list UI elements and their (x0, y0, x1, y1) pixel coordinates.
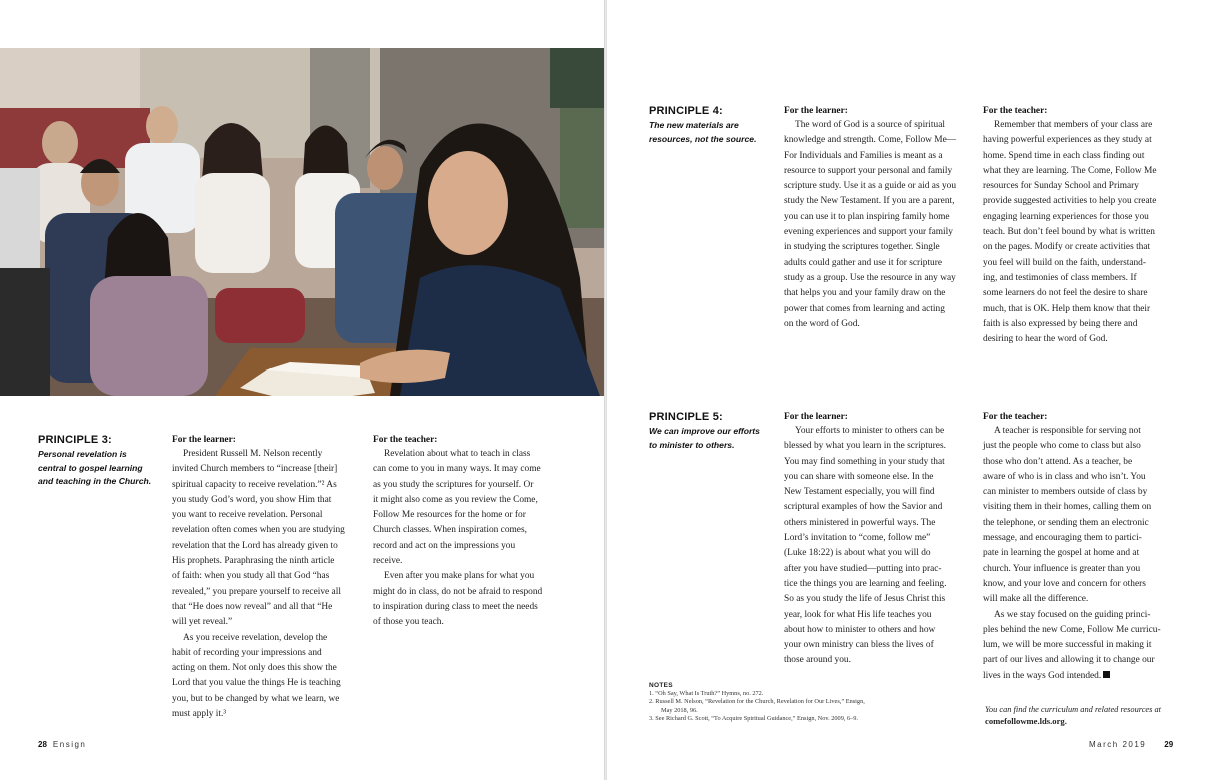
page-number: 29 (1164, 740, 1174, 749)
body-line: blessed by what you learn in the scriptures. (784, 441, 946, 452)
body-line: Revelation about what to teach in class (384, 449, 531, 459)
body-line: can minister to members outside of class by (983, 487, 1148, 498)
teacher-heading: For the teacher: (983, 106, 1048, 116)
body-line: lum, we will be more successful in making it (983, 640, 1152, 651)
note-item: 2. Russell M. Nelson, “Revelation for the Church, Revelation for Our Lives,” Ensign, (649, 698, 865, 706)
body-line: acting on them. Not only does this show the (172, 663, 337, 674)
body-line: much, that is OK. Help them know that their (983, 303, 1151, 314)
body-line: aware of who is in class and who isn’t. You (983, 471, 1146, 482)
body-line: part of our lives and allowing it to change our (983, 655, 1155, 666)
body-line: habit of recording your impressions and (172, 647, 322, 658)
body-line: know, and your love and concern for others (983, 578, 1146, 589)
end-of-article-mark (1103, 671, 1110, 678)
principle-5-learner-column (784, 412, 979, 669)
body-line: A teacher is responsible for serving not (994, 426, 1141, 436)
magazine-name: Ensign (52, 740, 87, 749)
body-line: study the New Testament. If you are a parent, (784, 196, 955, 207)
body-line: message, and encouraging them to partici- (983, 533, 1142, 544)
body-line: you, but to be changed by what we learn, we (172, 693, 340, 704)
body-line: just the people who come to class but also (983, 441, 1141, 452)
body-line: you want to receive revelation. Personal (172, 510, 323, 521)
principle-3-learner-column (172, 435, 367, 722)
issue-date: March 2019 (1089, 740, 1147, 749)
body-line: resource to support your personal and family (784, 165, 953, 176)
body-line: home. Spend time in each class finding out (983, 150, 1145, 161)
principle-5-teacher-column (983, 412, 1183, 684)
body-line: you feel will build on the faith, understand- (983, 257, 1146, 268)
body-line: about how to minister to others and how (784, 624, 936, 635)
body-line: Church classes. When inspiration comes, (373, 525, 527, 536)
learner-heading: For the learner: (172, 435, 236, 445)
body-line: visiting them in their homes, calling them on (983, 502, 1152, 513)
body-line: record and act on the impressions you (373, 540, 516, 551)
principle-4-heading: PRINCIPLE 4: (649, 105, 723, 117)
body-line: invited Church members to “increase [their] (172, 464, 338, 475)
body-line: Even after you make plans for what you (384, 571, 535, 582)
body-line: (Luke 18:22) is about what you will do (784, 548, 931, 559)
body-line: As you receive revelation, develop the (183, 632, 328, 643)
body-line: ples behind the new Come, Follow Me curricu- (983, 624, 1161, 635)
note-item: 1. “Oh Say, What Is Truth?” Hymns, no. 272. (649, 690, 764, 697)
principle-3-subtitle-line: Personal revelation is (38, 449, 127, 459)
body-line: President Russell M. Nelson recently (183, 449, 323, 459)
body-line: tice the things you are learning and feeling. (784, 578, 947, 589)
body-line-final (983, 669, 1183, 684)
principle-3-subtitle-line: central to gospel learning (38, 462, 143, 473)
body-line: provide suggested activities to help you create (983, 196, 1157, 207)
body-line: can come to you in many ways. It may come (373, 464, 541, 475)
body-line: will yet reveal.” (172, 617, 233, 628)
principle-4-teacher-column (983, 106, 1183, 347)
principle-3-heading: PRINCIPLE 3: (38, 434, 112, 446)
resources-link[interactable]: comefollowme.lds.org. (985, 716, 1067, 726)
body-line: to inspiration during class to meet the needs (373, 601, 538, 612)
body-line: So as you study the life of Jesus Christ this (784, 594, 946, 605)
body-line: revelation that the Lord has already given to (172, 540, 338, 551)
body-line: on the pages. Modify or create activities that (983, 242, 1151, 253)
body-line: of faith: when you study all that God “has (172, 571, 330, 582)
body-line: teach. But don’t feel bound by what is written (983, 227, 1155, 238)
principle-4-label (649, 105, 779, 146)
body-line: As we stay focused on the guiding princi- (994, 609, 1151, 620)
body-line: year, look for what His life teaches you (784, 609, 932, 620)
principle-3-teacher-column (373, 435, 573, 631)
body-line: revealed,” you prepare yourself to receive all (172, 586, 341, 597)
learner-heading: For the learner: (784, 412, 848, 422)
body-line: desiring to hear the word of God. (983, 334, 1108, 345)
body-line: church. Your influence is greater than you (983, 563, 1141, 574)
body-line: Your efforts to minister to others can be (795, 426, 945, 436)
principle-5-label (649, 411, 779, 452)
notes-heading: NOTES (649, 682, 673, 689)
body-line: power that comes from learning and acting (784, 303, 945, 314)
body-line: evening experiences and support your family (784, 227, 953, 238)
body-line: the telephone, or sending them an electronic (983, 517, 1149, 528)
body-line: that helps you and your family draw on the (784, 288, 946, 299)
body-line: faith is also expressed by being there and (983, 318, 1138, 329)
note-item: May 2018, 96. (661, 706, 698, 714)
classroom-photo (0, 48, 604, 396)
teacher-heading: For the teacher: (373, 435, 438, 445)
body-line: Lord’s invitation to “come, follow me” (784, 533, 931, 544)
body-line: others ministered in powerful ways. The (784, 517, 936, 528)
principle-5-heading: PRINCIPLE 5: (649, 411, 723, 423)
body-line: resources for Sunday School and Primary (983, 181, 1139, 192)
body-line: will make all the difference. (983, 594, 1089, 605)
body-line: receive. (373, 556, 403, 567)
body-line: You may find something in your study that (784, 456, 945, 467)
body-line: might do in class, do not be afraid to respond (373, 586, 543, 597)
body-line: scriptural examples of how the Savior and (784, 502, 943, 513)
learner-heading: For the learner: (784, 106, 848, 116)
body-line: For Individuals and Families is meant as a (784, 150, 943, 161)
principle-5-subtitle-line: to minister to others. (649, 439, 735, 450)
right-page (607, 0, 1209, 780)
body-line: knowledge and strength. Come, Follow Me— (784, 135, 957, 146)
body-line: you can share with someone else. In the (784, 471, 934, 482)
body-line: revelation often comes when you are studying (172, 525, 345, 536)
body-line: that “He does now reveal” and all that “He (172, 601, 333, 612)
body-line: Remember that members of your class are (994, 120, 1153, 130)
notes-section (649, 682, 979, 724)
resources-note (985, 703, 1195, 726)
left-footer (38, 740, 86, 749)
body-line: engaging learning experiences for those you (983, 211, 1149, 222)
principle-4-subtitle-line: resources, not the source. (649, 133, 757, 144)
principle-3-label (38, 434, 163, 489)
body-line: The word of God is a source of spiritual (795, 120, 945, 130)
resources-text: You can find the curriculum and related resources at (985, 705, 1162, 714)
principle-4-learner-column (784, 106, 979, 332)
body-line: your own ministry can bless the lives of (784, 640, 934, 651)
body-line-text: lives in the ways God intended. (983, 670, 1102, 681)
right-footer (1089, 740, 1173, 749)
body-line: Follow Me resources for the home or for (373, 510, 526, 521)
body-line: those around you. (784, 655, 851, 666)
body-line: spiritual capacity to receive revelation.”² As (172, 479, 337, 490)
body-line: of those you teach. (373, 617, 444, 628)
body-line: what they are learning. The Come, Follow Me (983, 165, 1157, 176)
body-line: after you have studied—putting into prac- (784, 563, 942, 574)
body-line: pate in learning the gospel at home and at (983, 548, 1140, 559)
body-line: you can use it to plan inspiring family home (784, 211, 950, 222)
note-item: 3. See Richard G. Scott, “To Acquire Spiritual Guidance,” Ensign, Nov. 2009, 6–9. (649, 715, 859, 723)
body-line: in studying the scriptures together. Single (784, 242, 940, 253)
body-line: New Testament especially, you will find (784, 487, 935, 498)
body-line: Lord that you value the things He is teaching (172, 678, 341, 689)
body-line: ing, and testimonies of class members. If (983, 272, 1137, 283)
body-line: must apply it.³ (172, 709, 227, 720)
principle-4-subtitle-line: The new materials are (649, 120, 739, 130)
body-line: having powerful experiences as they study at (983, 135, 1152, 146)
body-line: adults could gather and use it for scripture (784, 257, 943, 268)
body-line: as you study the scriptures for yourself. Or (373, 479, 534, 490)
body-line: you study God’s word, you show Him that (172, 494, 332, 505)
teacher-heading: For the teacher: (983, 412, 1048, 422)
principle-3-subtitle-line: and teaching in the Church. (38, 476, 152, 486)
body-line: scripture study. Use it as a guide or aid as you (784, 181, 957, 192)
body-line: study as a group. Use the resource in any way (784, 272, 956, 283)
principle-5-subtitle-line: We can improve our efforts (649, 426, 760, 436)
body-line: some learners do not feel the desire to share (983, 288, 1148, 299)
body-line: on the word of God. (784, 318, 860, 329)
body-line: His prophets. Paraphrasing the ninth article (172, 556, 335, 567)
page-number: 28 (38, 740, 47, 749)
body-line: those who don’t attend. As a teacher, be (983, 456, 1133, 467)
body-line: it might also come as you review the Come, (373, 494, 538, 505)
